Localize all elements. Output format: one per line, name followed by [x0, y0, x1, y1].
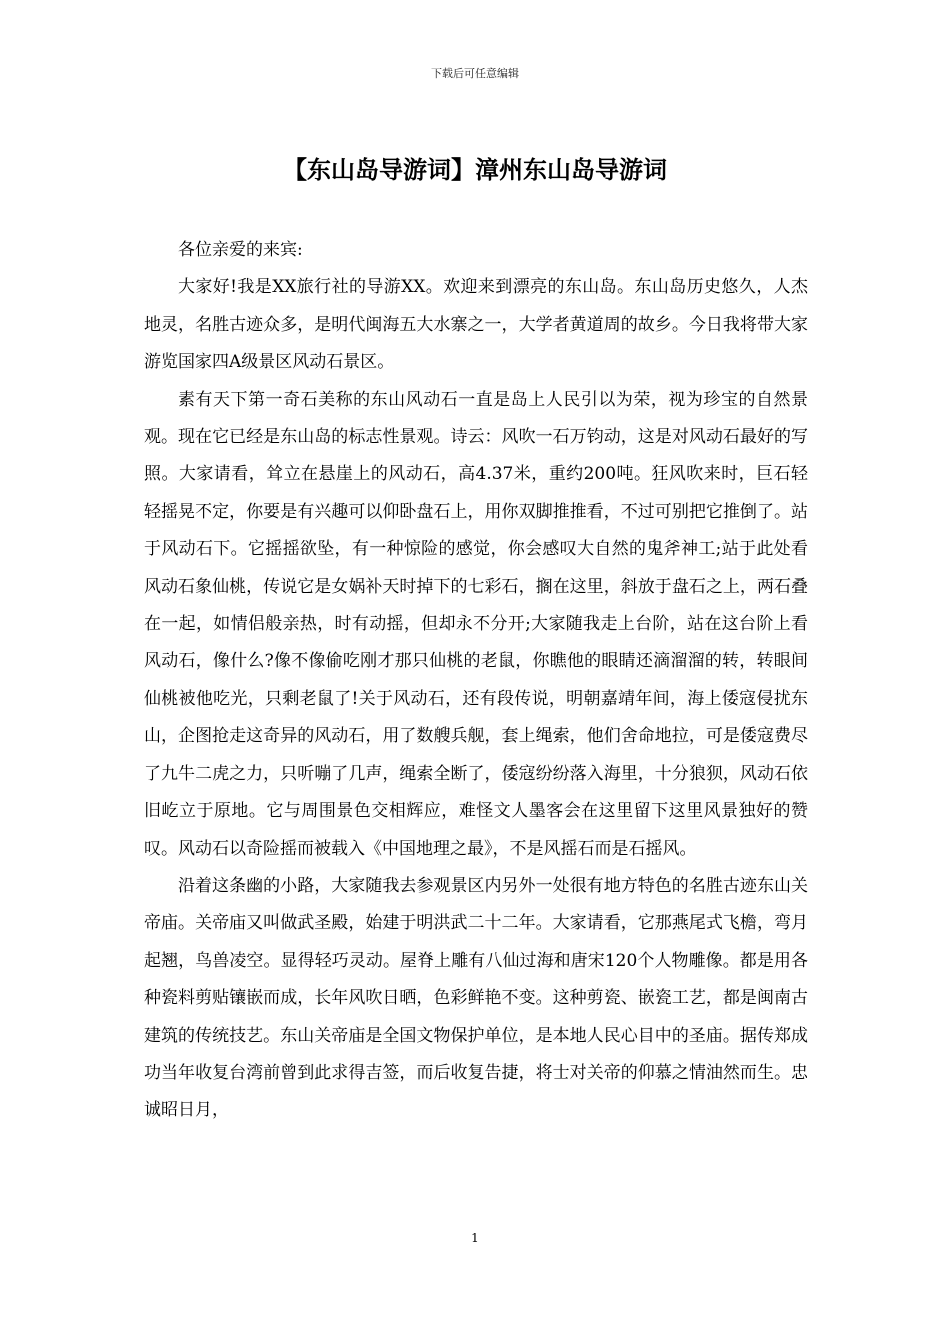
page-header-note: 下载后可任意编辑 — [431, 67, 519, 80]
page-number: 1 — [471, 1231, 479, 1245]
body-paragraph-intro: 大家好!我是XX旅行社的导游XX。欢迎来到漂亮的东山岛。东山岛历史悠久，人杰地灵，名胜古迹众多，是明代闽海五大水寨之一，大学者黄道周的故乡。今日我将带大家游览国家四A级景区风动石景区。 — [144, 277, 808, 373]
greeting-paragraph: 各位亲爱的来宾: — [178, 240, 303, 260]
body-paragraph-fengdongshi: 素有天下第一奇石美称的东山风动石一直是岛上人民引以为荣，视为珍宝的自然景观。现在它已经是东山岛的标志性景观。诗云：风吹一石万钧动，这是对风动石最好的写照。大家请看，耸立在悬崖上的风动石，高4.37米，重约200吨。狂风吹来时，巨石轻轻摇晃不定，你要是有兴趣可以仰卧盘石上，用你双脚推推看，不过可别把它推倒了。站于风动石下。它摇摇欲坠，有一种惊险的感觉，你会感叹大自然的鬼斧神工;站于此处看风动石象仙桃，传说它是女娲补天时掉下的七彩石，搁在这里，斜放于盘石之上，两石叠在一起，如情侣般亲热，时有动摇，但却永不分开;大家随我走上台阶，站在这台阶上看风动石，像什么?像不像偷吃刚才那只仙桃的老鼠，你瞧他的眼睛还滴溜溜的转，转眼间仙桃被他吃光，只剩老鼠了!关于风动石，还有段传说，明朝嘉靖年间，海上倭寇侵扰东山，企图抢走这奇异的风动石，用了数艘兵舰，套上绳索，他们舍命地拉，可是倭寇费尽了九牛二虎之力，只听嘣了几声，绳索全断了，倭寇纷纷落入海里，十分狼狈，风动石依旧屹立于原地。它与周围景色交相辉应，难怪文人墨客会在这里留下这里风景独好的赞叹。风动石以奇险摇而被载入《中国地理之最》，不是风摇石而是石摇风。 — [144, 389, 808, 859]
document-body — [144, 232, 808, 1130]
document-title: 【东山岛导游词】漳州东山岛导游词 — [283, 155, 667, 184]
body-paragraph-guandi-temple: 沿着这条幽的小路，大家随我去参观景区内另外一处很有地方特色的名胜古迹东山关帝庙。关帝庙又叫做武圣殿，始建于明洪武二十二年。大家请看，它那燕尾式飞檐，弯月起翘，鸟兽凌空。显得轻巧灵动。屋脊上雕有八仙过海和唐宋120个人物雕像。都是用各种瓷料剪贴镶嵌而成，长年风吹日晒，色彩鲜艳不变。这种剪瓷、嵌瓷工艺，都是闽南古建筑的传统技艺。东山关帝庙是全国文物保护单位，是本地人民心目中的圣庙。据传郑成功当年收复台湾前曾到此求得吉签，而后收复告捷，将士对关帝的仰慕之情油然而生。忠诚昭日月， — [144, 875, 808, 1121]
